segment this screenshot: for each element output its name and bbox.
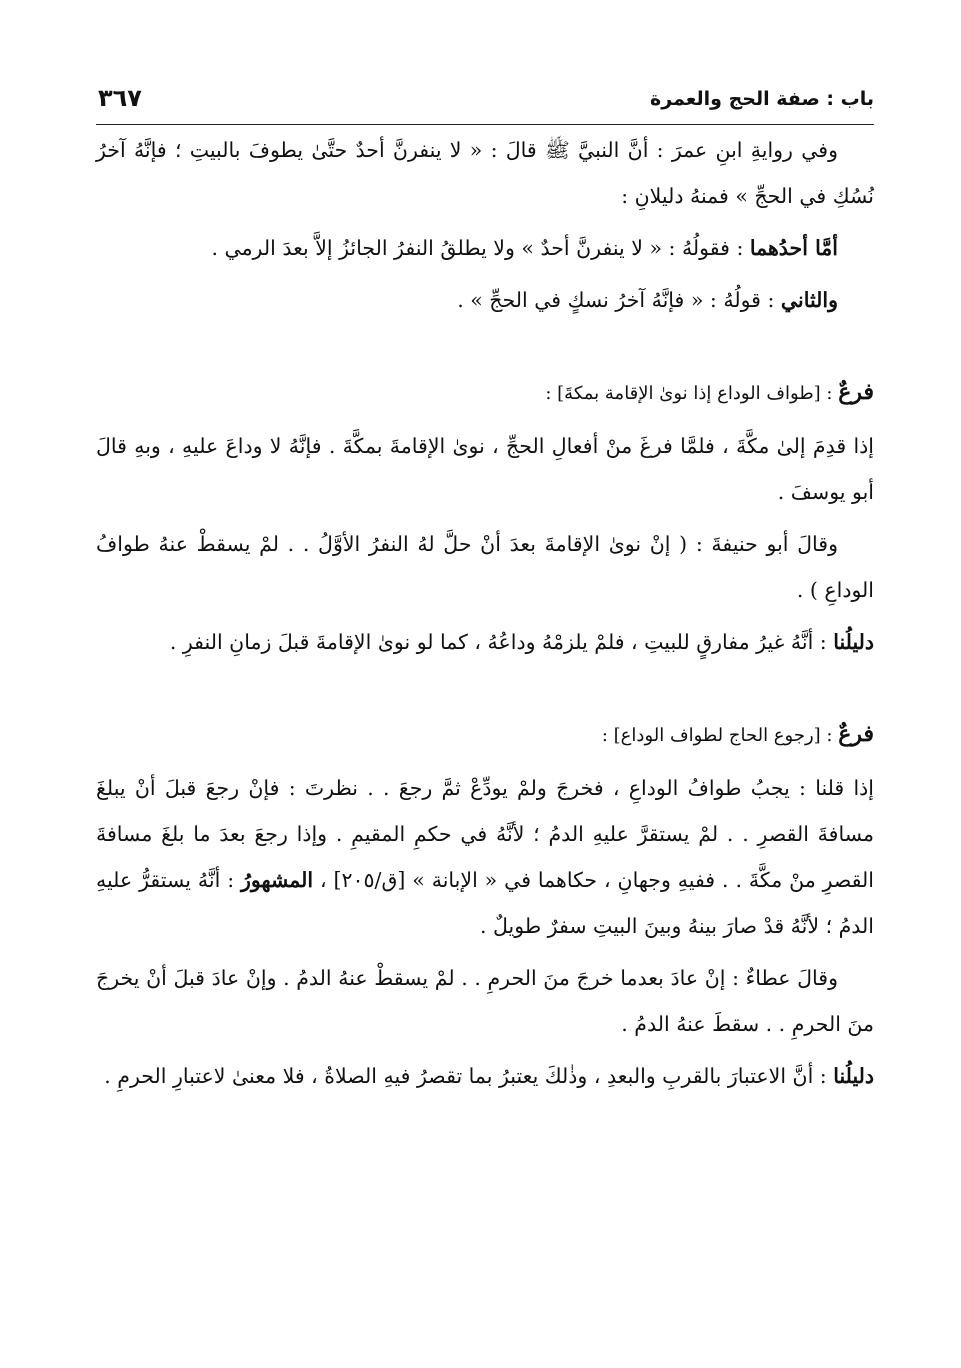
section-label: فرعٌ (838, 721, 874, 747)
paragraph (96, 521, 874, 613)
section-heading (96, 711, 874, 759)
paragraph (96, 765, 874, 949)
paragraph (96, 619, 874, 665)
paragraph-text: إذا قدِمَ إلىٰ مكَّةَ ، فلمَّا فرغَ منْ أفعالِ الحجِّ ، نوىٰ الإقامةَ بمكَّةَ . فإنَّهُ لا وداعَ عليهِ ، وبهِ قالَ أبو يوسفَ . (96, 434, 874, 504)
paragraph (96, 225, 874, 271)
paragraph-text: : فقولُهُ : « لا ينفرنَّ أحدٌ » ولا يطلقُ النفرُ الجائزُ إلاَّ بعدَ الرمي . (211, 236, 750, 260)
section-gap (96, 671, 874, 711)
paragraph-text: : أنَّ الاعتبارَ بالقربِ والبعدِ ، وذٰلكَ يعتبرُ بما تقصرُ فيهِ الصلاةُ ، فلا معنىٰ لاعتبارِ الحرمِ . (104, 1064, 834, 1088)
page-number: ٣٦٧ (98, 84, 142, 112)
paragraph (96, 1053, 874, 1099)
section-title: : [رجوع الحاج لطواف الوداع] : (601, 725, 839, 746)
page-body (96, 125, 874, 1099)
paragraph (96, 955, 874, 1047)
paragraph-text: : أنَّهُ يستقرُّ عليهِ الدمُ ؛ لأنَّهُ قدْ صارَ بينهُ وبينَ البيتِ سفرٌ طويلٌ . (96, 868, 874, 938)
section-gap (96, 329, 874, 369)
point-label: دليلُنا (833, 1064, 874, 1088)
page-header (96, 80, 874, 125)
point-label: دليلُنا (833, 630, 874, 654)
section-title: : [طواف الوداع إذا نوىٰ الإقامة بمكةَ] : (545, 383, 839, 404)
paragraph-text: : أنَّهُ غيرُ مفارقٍ للبيتِ ، فلمْ يلزمْهُ وداعُهُ ، كما لو نوىٰ الإقامةَ قبلَ زمانِ النفرِ . (169, 630, 834, 654)
paragraph-text: : قولُهُ : « فإنَّهُ آخرُ نسكٍ في الحجِّ » . (457, 288, 781, 312)
paragraph-text: وقالَ أبو حنيفةَ : ( إنْ نوىٰ الإقامةَ بعدَ أنْ حلَّ لهُ النفرُ الأوَّلُ . . لمْ يسقطْ عنهُ طوافُ الوداعِ ) . (96, 532, 874, 602)
section-heading (96, 369, 874, 417)
point-label: أمَّا أحدُهما (749, 236, 838, 260)
paragraph-text: وقالَ عطاءٌ : إنْ عادَ بعدما خرجَ منَ الحرمِ . . لمْ يسقطْ عنهُ الدمُ . وإنْ عادَ قبلَ أنْ يخرجَ منَ الحرمِ . . سقطَ عنهُ الدمُ . (96, 966, 874, 1036)
paragraph-text: إذا قلنا : يجبُ طوافُ الوداعِ ، فخرجَ ولمْ يودِّعْ ثمَّ رجعَ . . نظرتَ : فإنْ رجعَ قبلَ أنْ يبلغَ مسافةَ القصرِ . . لمْ يستقرَّ عليهِ الدمُ ؛ لأنَّهُ في حكمِ المقيمِ . وإذا رجعَ بعدَ ما بلغَ مسافةَ القصرِ منْ مكَّةَ . . ففيهِ وجهانِ ، حكاهما في « الإبانة » [ق/٢٠٥] ، (96, 776, 874, 892)
paragraph (96, 277, 874, 323)
point-label: المشهورُ (241, 868, 314, 892)
point-label: والثاني (780, 288, 838, 312)
running-title: باب : صفة الحج والعمرة (650, 88, 874, 110)
book-page (96, 80, 874, 1105)
section-label: فرعٌ (838, 379, 874, 405)
paragraph (96, 127, 874, 219)
paragraph-text: وفي روايةِ ابنِ عمرَ : أنَّ النبيَّ ﷺ قالَ : « لا ينفرنَّ أحدٌ حتَّىٰ يطوفَ بالبيتِ ؛ فإنَّهُ آخرُ نُسُكِ في الحجِّ » فمنهُ دليلانِ : (96, 138, 874, 208)
paragraph (96, 423, 874, 515)
